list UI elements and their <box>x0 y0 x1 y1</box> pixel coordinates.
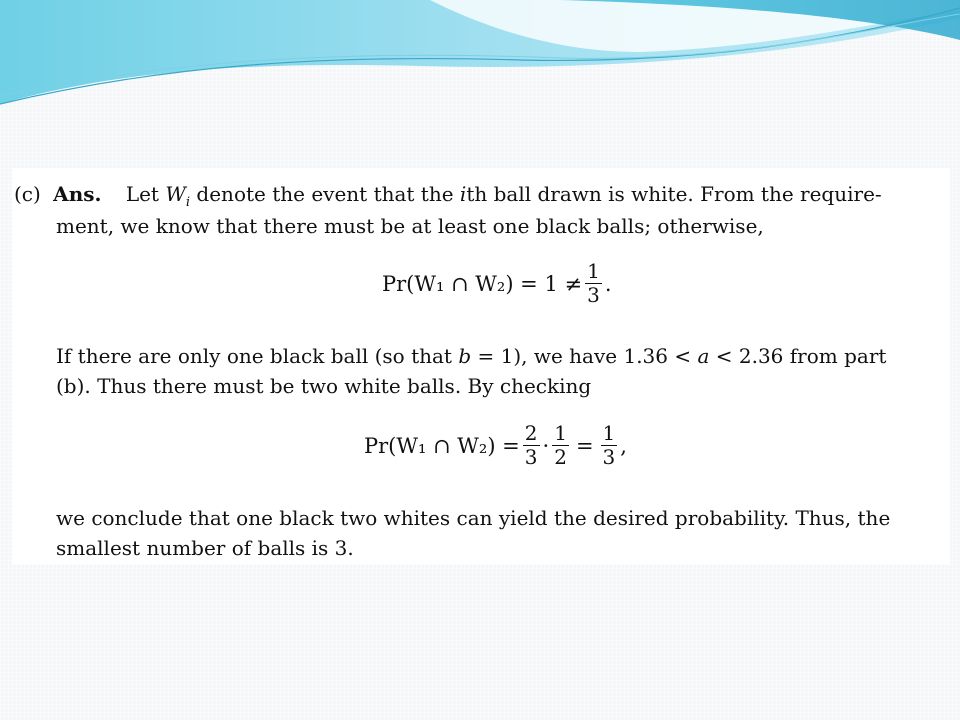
fraction-numerator: 2 <box>524 421 538 445</box>
equals-sign: = <box>575 433 594 458</box>
answer-line-5: we conclude that one black two whites can yield the desired probability. Thus, the <box>56 506 891 530</box>
text-run: denote the event that the <box>190 182 460 206</box>
fraction-denominator: 2 <box>554 445 567 469</box>
text-run: Let <box>125 182 166 206</box>
equation-1-lhs: Pr(W₁ ∩ W₂) = 1 ≠ <box>382 271 583 296</box>
answer-line-2: ment, we know that there must be at least one black balls; otherwise, <box>56 214 764 238</box>
var-a: a <box>697 344 710 368</box>
equation-1-end: . <box>604 271 612 296</box>
text-run: = 1), we have 1.36 < <box>471 344 698 368</box>
fraction-one-third <box>601 422 618 469</box>
answer-label: Ans. <box>53 182 102 206</box>
fraction-one-third <box>585 260 602 307</box>
fraction-one-half <box>552 422 569 469</box>
var-b: b <box>458 344 472 368</box>
fraction-numerator: 1 <box>554 421 567 445</box>
fraction-denominator: 3 <box>587 283 600 307</box>
fraction-numerator: 1 <box>587 259 600 283</box>
var-sub-i: i <box>185 195 191 210</box>
equation-2-end: , <box>620 433 627 458</box>
answer-line-1 <box>14 184 882 209</box>
header-swoosh-decoration <box>0 0 960 120</box>
fraction-numerator: 1 <box>602 421 616 445</box>
answer-line-6: smallest number of balls is 3. <box>56 536 354 560</box>
multiply-dot: · <box>542 433 550 458</box>
equation-2-lhs: Pr(W₁ ∩ W₂) = <box>364 433 520 458</box>
fraction-denominator: 3 <box>602 445 616 469</box>
var-i: i <box>459 182 467 206</box>
fraction-two-thirds <box>523 422 540 469</box>
var-W: W <box>165 182 186 206</box>
answer-line-3 <box>56 346 886 366</box>
text-run: If there are only one black ball (so that <box>56 344 459 368</box>
text-run: < 2.36 from part <box>709 344 887 368</box>
answer-panel <box>12 168 950 564</box>
equation-2 <box>364 422 627 469</box>
part-label: (c) <box>14 182 41 206</box>
equation-1 <box>382 260 612 307</box>
fraction-denominator: 3 <box>524 445 538 469</box>
answer-line-4: (b). Thus there must be two white balls. By checking <box>56 374 592 398</box>
text-run: th ball drawn is white. From the require- <box>466 182 882 206</box>
